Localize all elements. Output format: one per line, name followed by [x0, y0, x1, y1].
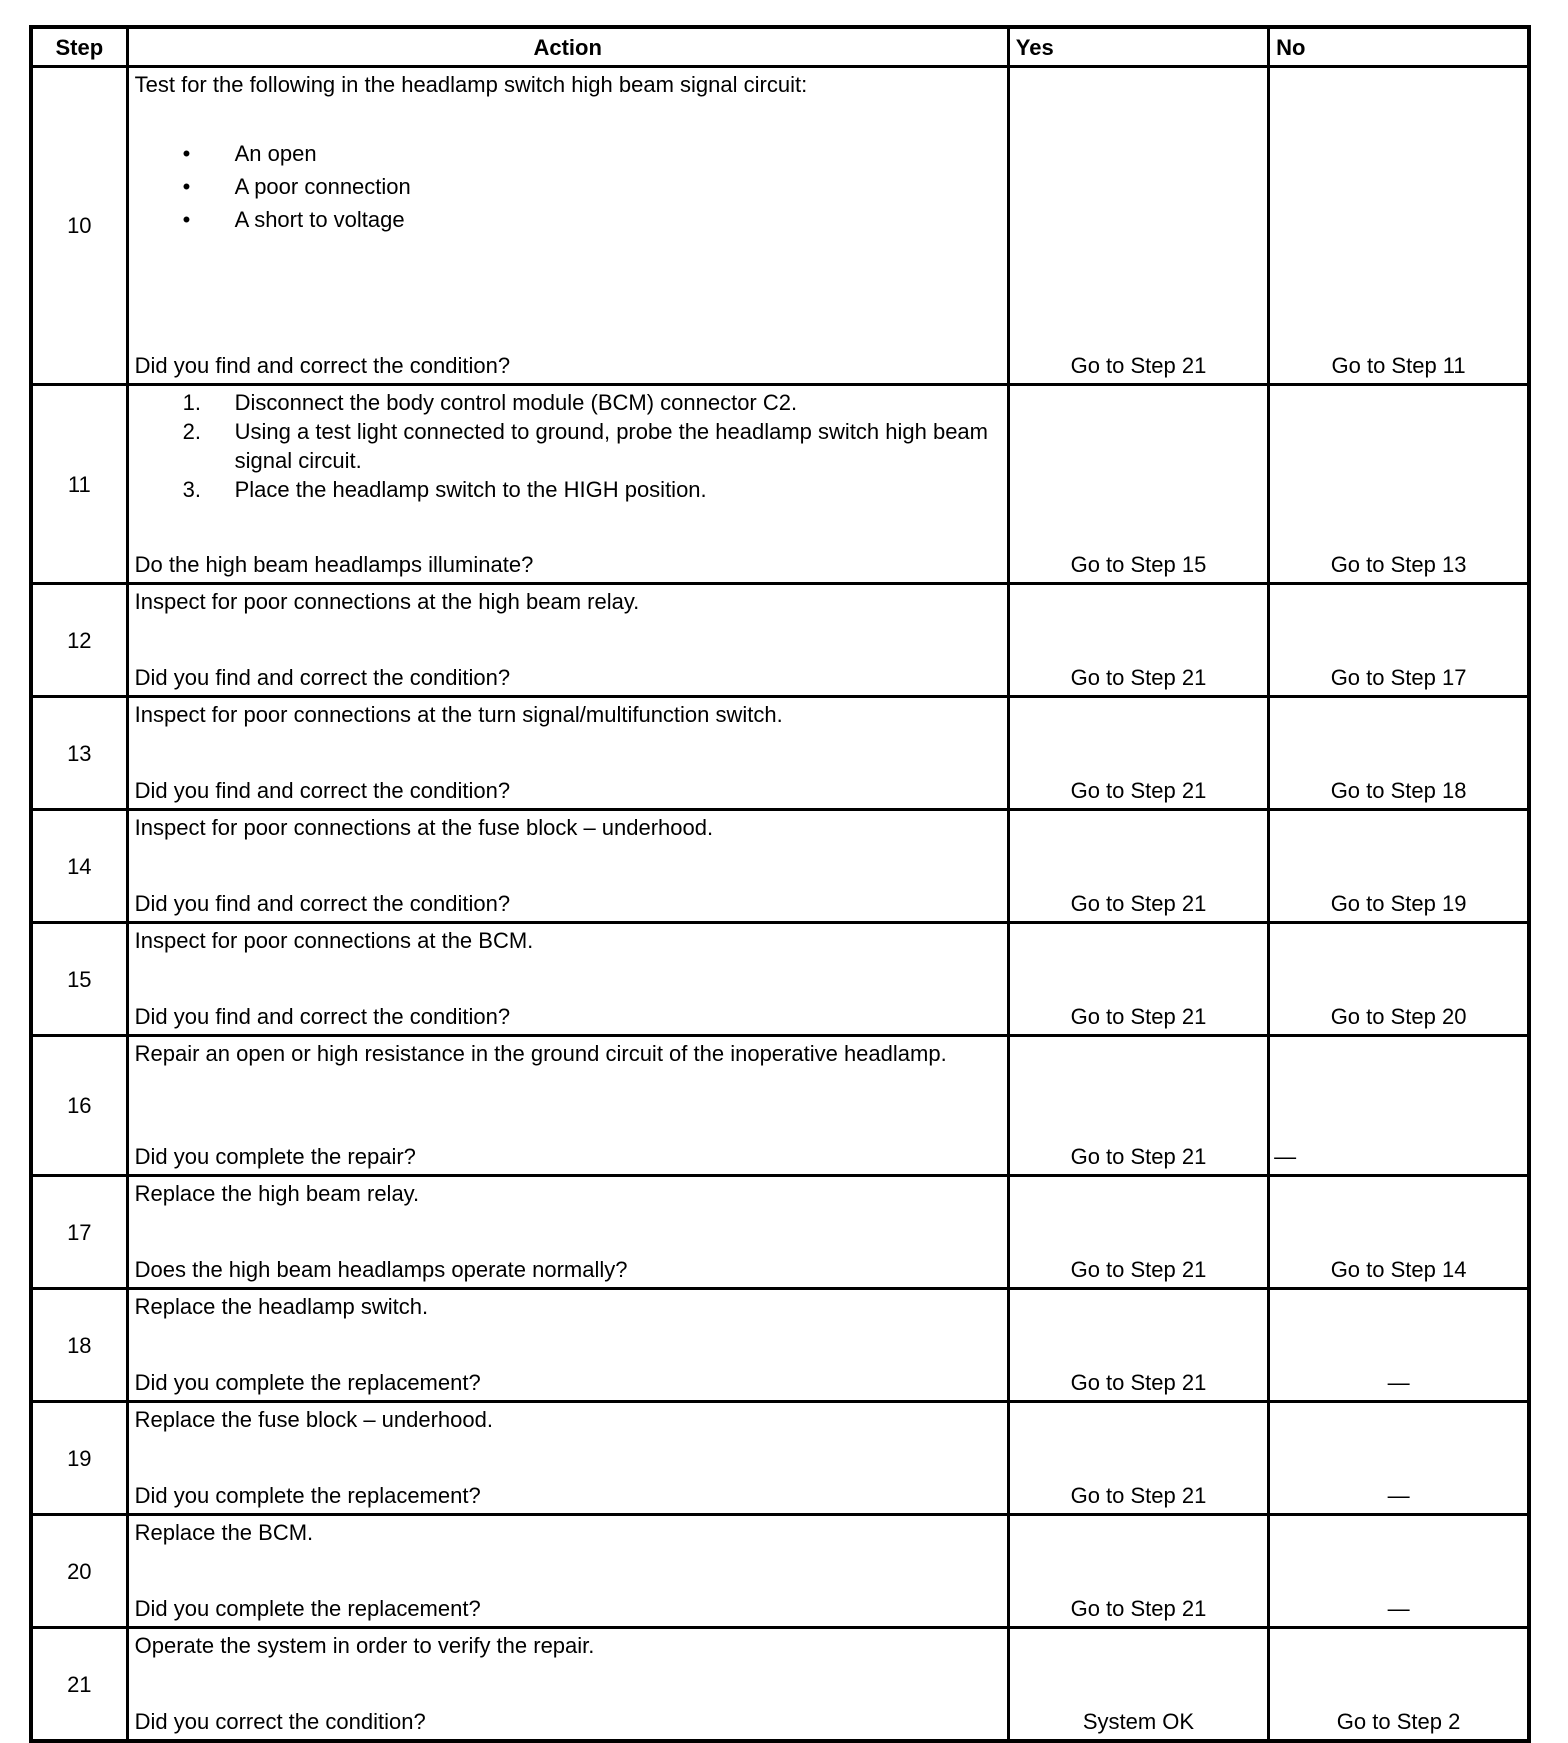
table-row: [31, 584, 1529, 697]
yes-result: Go to Step 21: [1070, 1257, 1207, 1282]
step-number: 10: [31, 67, 127, 385]
no-result: —: [1387, 1596, 1410, 1621]
action-text: Replace the fuse block – underhood.: [134, 1407, 493, 1432]
no-result: Go to Step 20: [1330, 1004, 1467, 1029]
no-cell: [1269, 1176, 1529, 1289]
table-row: [31, 1515, 1529, 1628]
action-cell: [127, 697, 1008, 810]
yes-result: System OK: [1082, 1709, 1195, 1734]
table-row: [31, 697, 1529, 810]
action-text: Inspect for poor connections at the BCM.: [134, 928, 534, 953]
action-cell: [127, 1628, 1008, 1742]
step-number: 21: [31, 1628, 127, 1742]
yes-cell: [1008, 810, 1268, 923]
no-result: Go to Step 19: [1330, 891, 1467, 916]
list-number: 2.: [182, 419, 201, 444]
list-item: [135, 475, 1001, 504]
yes-cell: [1008, 697, 1268, 810]
list-item: • A poor connection: [135, 170, 1001, 203]
no-cell: [1269, 697, 1529, 810]
table-row: [31, 810, 1529, 923]
no-result: Go to Step 2: [1336, 1709, 1461, 1734]
yes-result: Go to Step 21: [1070, 1596, 1207, 1621]
yes-cell: [1008, 923, 1268, 1036]
list-item: • An open: [135, 137, 1001, 170]
yes-cell: [1008, 1628, 1268, 1742]
yes-cell: [1008, 1036, 1268, 1176]
no-cell: [1269, 67, 1529, 385]
step-number: 17: [31, 1176, 127, 1289]
no-result: Go to Step 11: [1331, 353, 1466, 378]
action-text: Replace the high beam relay.: [134, 1181, 420, 1206]
question-text: Did you find and correct the condition?: [134, 778, 511, 803]
question-text: Did you complete the replacement?: [134, 1596, 481, 1621]
action-cell: [127, 1036, 1008, 1176]
question-text: Did you find and correct the condition?: [134, 891, 511, 916]
action-text: Repair an open or high resistance in the ground circuit of the inoperative headlamp.: [134, 1041, 947, 1066]
action-cell: [127, 1402, 1008, 1515]
question-text: Did you find and correct the condition?: [134, 353, 511, 378]
list-text: Using a test light connected to ground, probe the headlamp switch high beam signal circuit.: [234, 419, 988, 473]
numbered-list: [135, 388, 1001, 504]
action-text: Inspect for poor connections at the fuse block – underhood.: [134, 815, 714, 840]
no-result: —: [1387, 1370, 1410, 1395]
action-cell: [127, 67, 1008, 385]
yes-result: Go to Step 21: [1070, 1004, 1207, 1029]
action-text: Replace the BCM.: [134, 1520, 314, 1545]
no-cell: [1269, 1628, 1529, 1742]
list-item: [135, 417, 1001, 475]
question-text: Did you complete the repair?: [134, 1144, 416, 1169]
yes-cell: [1008, 1289, 1268, 1402]
no-cell: [1269, 1402, 1529, 1515]
table-row: [31, 923, 1529, 1036]
list-item: • A short to voltage: [135, 203, 1001, 236]
step-number: 14: [31, 810, 127, 923]
step-number: 20: [31, 1515, 127, 1628]
action-cell: [127, 584, 1008, 697]
yes-result: Go to Step 21: [1070, 1483, 1207, 1508]
action-cell: [127, 1515, 1008, 1628]
yes-result: Go to Step 15: [1070, 552, 1207, 577]
table-row: [31, 385, 1529, 584]
yes-cell: [1008, 1515, 1268, 1628]
header-step: Step: [31, 27, 127, 67]
no-cell: [1269, 810, 1529, 923]
step-number: 13: [31, 697, 127, 810]
yes-cell: [1008, 1176, 1268, 1289]
no-cell: [1269, 584, 1529, 697]
no-cell: [1269, 1036, 1529, 1176]
yes-result: Go to Step 21: [1070, 353, 1207, 378]
step-number: 15: [31, 923, 127, 1036]
action-cell: [127, 1176, 1008, 1289]
no-cell: [1269, 1289, 1529, 1402]
yes-cell: [1008, 67, 1268, 385]
no-result: Go to Step 18: [1330, 778, 1467, 803]
yes-result: Go to Step 21: [1070, 778, 1207, 803]
table-row: [31, 67, 1529, 385]
header-row: [31, 27, 1529, 67]
no-result: Go to Step 14: [1330, 1257, 1467, 1282]
step-number: 19: [31, 1402, 127, 1515]
action-text: Inspect for poor connections at the high beam relay.: [134, 589, 640, 614]
yes-result: Go to Step 21: [1070, 1144, 1207, 1169]
header-action: Action: [127, 27, 1008, 67]
no-result: Go to Step 13: [1330, 552, 1467, 577]
yes-cell: [1008, 385, 1268, 584]
diagnostic-table: [29, 25, 1531, 1743]
yes-cell: [1008, 584, 1268, 697]
no-result: —: [1274, 1144, 1297, 1169]
table-row: [31, 1628, 1529, 1742]
question-text: Does the high beam headlamps operate normally?: [134, 1257, 628, 1282]
action-text: Replace the headlamp switch.: [134, 1294, 429, 1319]
step-number: 18: [31, 1289, 127, 1402]
list-text: Disconnect the body control module (BCM) connector C2.: [234, 390, 798, 415]
yes-cell: [1008, 1402, 1268, 1515]
yes-result: Go to Step 21: [1070, 891, 1207, 916]
step-number: 16: [31, 1036, 127, 1176]
no-result: Go to Step 17: [1330, 665, 1467, 690]
table-row: [31, 1289, 1529, 1402]
bullet-list: [135, 137, 1001, 236]
no-result: —: [1387, 1483, 1410, 1508]
action-text: Operate the system in order to verify the repair.: [134, 1633, 595, 1658]
question-text: Do the high beam headlamps illuminate?: [134, 552, 534, 577]
no-cell: [1269, 923, 1529, 1036]
question-text: Did you correct the condition?: [134, 1709, 426, 1734]
action-cell: [127, 923, 1008, 1036]
step-number: 11: [31, 385, 127, 584]
yes-result: Go to Step 21: [1070, 1370, 1207, 1395]
no-cell: [1269, 1515, 1529, 1628]
header-yes: Yes: [1008, 27, 1268, 67]
question-text: Did you complete the replacement?: [134, 1483, 481, 1508]
step-number: 12: [31, 584, 127, 697]
list-number: 3.: [182, 477, 201, 502]
yes-result: Go to Step 21: [1070, 665, 1207, 690]
table-row: [31, 1176, 1529, 1289]
table-row: [31, 1036, 1529, 1176]
action-cell: [127, 1289, 1008, 1402]
action-text: Inspect for poor connections at the turn signal/multifunction switch.: [134, 702, 783, 727]
no-cell: [1269, 385, 1529, 584]
list-text: Place the headlamp switch to the HIGH position.: [234, 477, 707, 502]
header-no: No: [1269, 27, 1529, 67]
action-cell: [127, 810, 1008, 923]
list-number: 1.: [182, 390, 201, 415]
action-text: Test for the following in the headlamp switch high beam signal circuit:: [134, 72, 808, 97]
question-text: Did you find and correct the condition?: [134, 665, 511, 690]
action-cell: [127, 385, 1008, 584]
question-text: Did you complete the replacement?: [134, 1370, 481, 1395]
question-text: Did you find and correct the condition?: [134, 1004, 511, 1029]
table-row: [31, 1402, 1529, 1515]
list-item: [135, 388, 1001, 417]
